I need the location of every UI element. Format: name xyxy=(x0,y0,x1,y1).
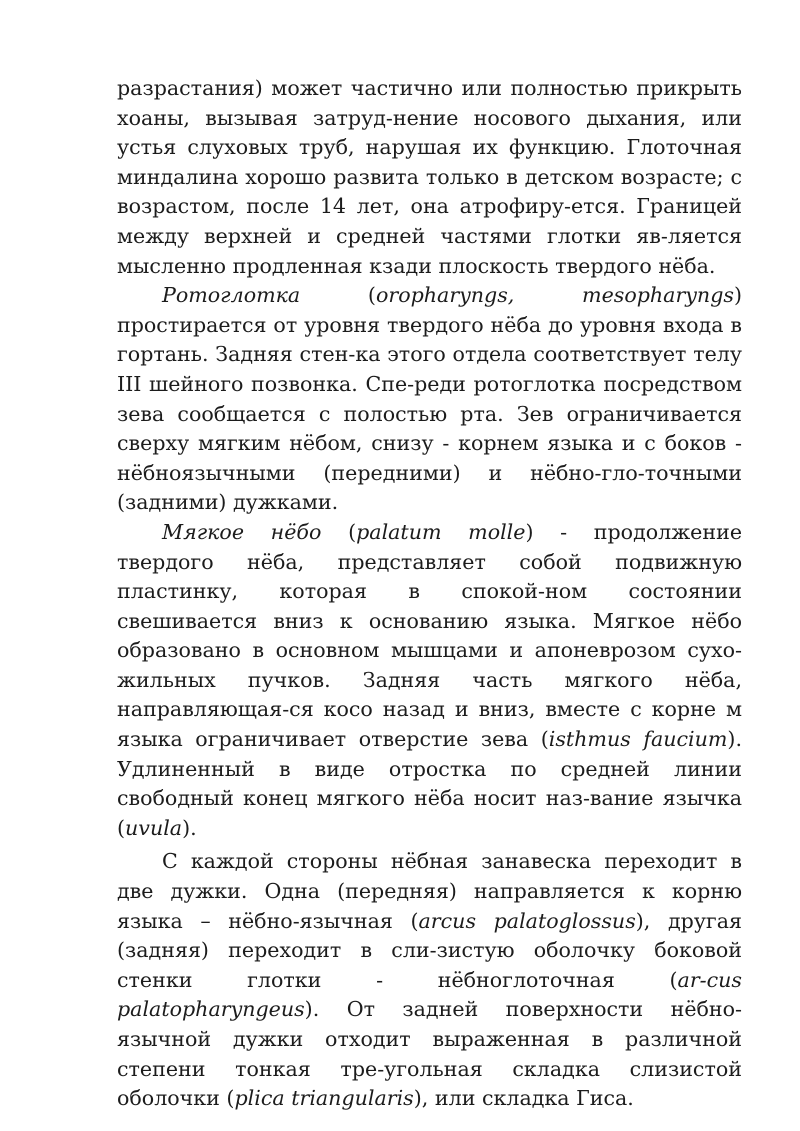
paragraph xyxy=(117,74,742,281)
text-run: С каждой стороны нёбная занавеска переходит в две дужки. Одна (передняя) направляется к корню языка – нёбно-язычная ( xyxy=(117,849,742,933)
term-latin: ar-cus palatopharyngeus xyxy=(117,967,742,1022)
text-run: ). xyxy=(182,815,197,840)
paragraph xyxy=(117,518,742,844)
text-run: ), другая (задняя) переходит в сли-зистую оболочку боковой стенки глотки - нёбноглоточная ( xyxy=(117,908,742,992)
text-run: ), или складка Гиса. xyxy=(413,1086,634,1111)
term-latin: oropharyngs, mesopharyngs xyxy=(375,283,734,308)
text-run: ( xyxy=(300,283,376,308)
term-latin: palatum molle xyxy=(356,519,526,544)
term-italic: Ротоглотка xyxy=(162,283,301,308)
text-run: ) простирается от уровня твердого нёба до уровня входа в гортань. Задняя стен-ка этого отдела соответствует телу III шейного позвонка. Спе-реди ротоглотка посредством зева сообщается с полостью рта. Зев ограничивается сверху мягким нёбом, снизу - корнем языка и с боков - нёбноязычными (передними) и нёбно-гло-точными (задними) дужками. xyxy=(117,283,742,515)
text-run: ). От задней поверхности нёбно-язычной дужки отходит выраженная в различной степени тонкая тре-угольная складка слизистой оболочки ( xyxy=(117,997,742,1111)
text-run: разрастания) может частично или полностью прикрыть хоаны, вызывая затруд-нение носового дыхания, или устья слуховых труб, нарушая их функцию. Глоточная миндалина хорошо развита только в детском возрасте; с возрастом, после 14 лет, она атрофиру-ется. Границей между верхней и средней частями глотки яв-ляется мысленно продленная кзади плоскость твердого нёба. xyxy=(117,76,742,278)
term-italic: Мягкое нёбо xyxy=(162,519,322,544)
page-body xyxy=(117,74,742,1114)
term-latin: arcus palatoglossus xyxy=(418,908,636,933)
paragraph xyxy=(117,847,742,1113)
term-latin: uvula xyxy=(125,815,183,840)
text-run: ). Удлиненный в виде отростка по средней линии свободный конец мягкого нёба носит наз-вание язычка ( xyxy=(117,727,742,840)
term-latin: plica triangularis xyxy=(234,1086,414,1111)
term-latin: isthmus faucium xyxy=(548,727,728,752)
paragraph xyxy=(117,281,742,518)
text-run: ) - продолжение твердого нёба, представляет собой подвижную пластинку, которая в спокой-ном состоянии свешивается вниз к основанию языка. Мягкое нёбо образовано в основном мышцами и апоневрозом сухо-жильных пучков. Задняя часть мягкого нёба, направляющая-ся косо назад и вниз, вместе с корне м языка ограничивает отверстие зева ( xyxy=(117,519,743,752)
text-run: ( xyxy=(321,519,357,544)
